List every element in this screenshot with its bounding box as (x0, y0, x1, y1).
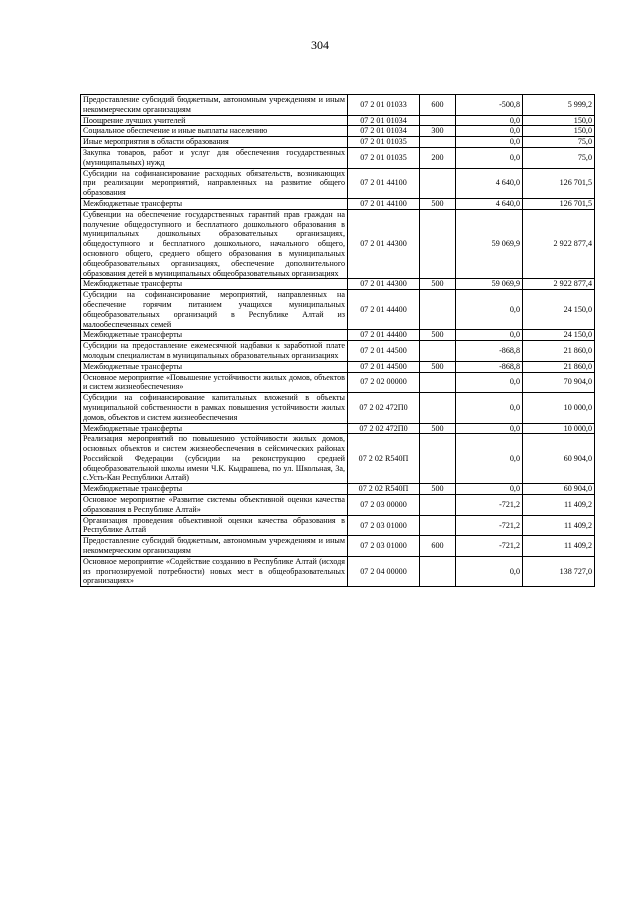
target-article-code: 07 2 02 472П0 (348, 423, 420, 434)
amount-total: 2 922 877,4 (523, 279, 595, 290)
amount-total: 126 701,5 (523, 168, 595, 198)
expense-type-code (420, 115, 456, 126)
expense-type-code: 200 (420, 147, 456, 168)
table-row (81, 147, 595, 168)
table-row (81, 536, 595, 557)
amount-change: 4 640,0 (456, 198, 523, 209)
amount-total: 11 409,2 (523, 515, 595, 536)
expenditure-name: Поощрение лучших учителей (81, 115, 348, 126)
table-row (81, 137, 595, 148)
page-number: 304 (311, 38, 329, 52)
amount-total: 24 150,0 (523, 290, 595, 330)
table-row (81, 198, 595, 209)
amount-change: 0,0 (456, 147, 523, 168)
target-article-code: 07 2 01 44300 (348, 209, 420, 279)
target-article-code: 07 2 01 01035 (348, 137, 420, 148)
target-article-code: 07 2 04 00000 (348, 556, 420, 586)
table-row (81, 330, 595, 341)
amount-change: 59 069,9 (456, 209, 523, 279)
amount-total: 60 904,0 (523, 484, 595, 495)
amount-total: 24 150,0 (523, 330, 595, 341)
table-row (81, 126, 595, 137)
target-article-code: 07 2 01 01033 (348, 95, 420, 116)
amount-change: 4 640,0 (456, 168, 523, 198)
expenditure-name: Межбюджетные трансферты (81, 198, 348, 209)
expenditure-name: Субсидии на софинансирование расходных обязательств, возникающих при реализации мероприятий, направленных на развитие общего образования (81, 168, 348, 198)
budget-table-body (81, 95, 595, 587)
budget-table (80, 94, 595, 587)
amount-change: -500,8 (456, 95, 523, 116)
expenditure-name: Основное мероприятие «Повышение устойчивости жилых домов, объектов и систем жизнеобеспечения» (81, 372, 348, 393)
amount-change: 0,0 (456, 115, 523, 126)
target-article-code: 07 2 02 R540П (348, 484, 420, 495)
amount-change: 0,0 (456, 556, 523, 586)
amount-change: 0,0 (456, 137, 523, 148)
target-article-code: 07 2 03 00000 (348, 495, 420, 516)
amount-change: 0,0 (456, 330, 523, 341)
expense-type-code: 600 (420, 536, 456, 557)
expense-type-code (420, 209, 456, 279)
table-row (81, 115, 595, 126)
target-article-code: 07 2 01 44300 (348, 279, 420, 290)
amount-total: 11 409,2 (523, 495, 595, 516)
amount-change: 0,0 (456, 484, 523, 495)
table-row (81, 290, 595, 330)
amount-total: 138 727,0 (523, 556, 595, 586)
table-row (81, 515, 595, 536)
target-article-code: 07 2 03 01000 (348, 515, 420, 536)
amount-change: -868,8 (456, 361, 523, 372)
expenditure-name: Социальное обеспечение и иные выплаты населению (81, 126, 348, 137)
table-row (81, 556, 595, 586)
expense-type-code (420, 495, 456, 516)
expense-type-code (420, 515, 456, 536)
expenditure-name: Реализация мероприятий по повышению устойчивости жилых домов, основных объектов и систем жизнеобеспечения в сейсмических районах Российской Федерации (субсидии на реконструкцию средней общеобразовательной школы имени Ч.К. Кыдрашева, по ул. Школьная, 3а, с.Усть-Кан Республики Алтай) (81, 434, 348, 484)
expenditure-name: Межбюджетные трансферты (81, 484, 348, 495)
table-row (81, 209, 595, 279)
expense-type-code: 500 (420, 330, 456, 341)
amount-change: 59 069,9 (456, 279, 523, 290)
table-row (81, 168, 595, 198)
expenditure-name: Межбюджетные трансферты (81, 361, 348, 372)
expense-type-code (420, 168, 456, 198)
expenditure-name: Межбюджетные трансферты (81, 423, 348, 434)
amount-change: -721,2 (456, 515, 523, 536)
amount-total: 75,0 (523, 137, 595, 148)
amount-total: 10 000,0 (523, 423, 595, 434)
expense-type-code: 500 (420, 484, 456, 495)
table-row (81, 95, 595, 116)
amount-total: 5 999,2 (523, 95, 595, 116)
expenditure-name: Субсидии на софинансирование мероприятий, направленных на обеспечение горячим питанием учащихся муниципальных общеобразовательных организаций в Республике Алтай из малообеспеченных семей (81, 290, 348, 330)
target-article-code: 07 2 01 44500 (348, 361, 420, 372)
expense-type-code (420, 393, 456, 423)
amount-total: 10 000,0 (523, 393, 595, 423)
table-row (81, 361, 595, 372)
expense-type-code: 600 (420, 95, 456, 116)
expense-type-code: 500 (420, 279, 456, 290)
amount-change: -868,8 (456, 341, 523, 362)
amount-total: 11 409,2 (523, 536, 595, 557)
expenditure-name: Организация проведения объективной оценки качества образования в Республике Алтай (81, 515, 348, 536)
amount-change: 0,0 (456, 423, 523, 434)
target-article-code: 07 2 01 01034 (348, 115, 420, 126)
amount-change: 0,0 (456, 372, 523, 393)
amount-change: -721,2 (456, 536, 523, 557)
expense-type-code: 500 (420, 423, 456, 434)
expenditure-name: Иные мероприятия в области образования (81, 137, 348, 148)
expenditure-name: Межбюджетные трансферты (81, 330, 348, 341)
expense-type-code: 500 (420, 198, 456, 209)
expenditure-name: Предоставление субсидий бюджетным, автономным учреждениям и иным некоммерческим организациям (81, 536, 348, 557)
target-article-code: 07 2 01 44400 (348, 330, 420, 341)
amount-change: -721,2 (456, 495, 523, 516)
amount-total: 126 701,5 (523, 198, 595, 209)
table-row (81, 495, 595, 516)
amount-total: 70 904,0 (523, 372, 595, 393)
amount-change: 0,0 (456, 126, 523, 137)
expenditure-name: Основное мероприятие «Развитие системы объективной оценки качества образования в Республике Алтай» (81, 495, 348, 516)
expense-type-code (420, 372, 456, 393)
target-article-code: 07 2 01 44500 (348, 341, 420, 362)
expenditure-name: Основное мероприятие «Содействие созданию в Республике Алтай (исходя из прогнозируемой потребности) новых мест в общеобразовательных организациях» (81, 556, 348, 586)
expense-type-code (420, 341, 456, 362)
target-article-code: 07 2 01 01034 (348, 126, 420, 137)
amount-change: 0,0 (456, 434, 523, 484)
table-row (81, 393, 595, 423)
expenditure-name: Межбюджетные трансферты (81, 279, 348, 290)
expense-type-code (420, 137, 456, 148)
target-article-code: 07 2 02 00000 (348, 372, 420, 393)
amount-total: 150,0 (523, 115, 595, 126)
target-article-code: 07 2 02 R540П (348, 434, 420, 484)
target-article-code: 07 2 02 472П0 (348, 393, 420, 423)
table-row (81, 423, 595, 434)
expense-type-code (420, 556, 456, 586)
expenditure-name: Субвенции на обеспечение государственных гарантий прав граждан на получение общедоступного и бесплатного дошкольного образования в муниципальных дошкольных образовательных организациях, общедоступного и бесплатного дошкольного, начального общего, основного общего, среднего общего образования в муниципальных общеобразовательных организациях, обеспечение дополнительного образования детей в муниципальных общеобразовательных организациях (81, 209, 348, 279)
expenditure-name: Субсидии на софинансирование капитальных вложений в объекты муниципальной собственности в рамках повышения устойчивости жилых домов, объектов и систем жизнеобеспечения (81, 393, 348, 423)
target-article-code: 07 2 01 44100 (348, 198, 420, 209)
amount-total: 21 860,0 (523, 361, 595, 372)
amount-total: 150,0 (523, 126, 595, 137)
expenditure-name: Предоставление субсидий бюджетным, автономным учреждениям и иным некоммерческим организациям (81, 95, 348, 116)
amount-change: 0,0 (456, 393, 523, 423)
expenditure-name: Субсидии на предоставление ежемесячной надбавки к заработной плате молодым специалистам в муниципальных образовательных организациях (81, 341, 348, 362)
table-row (81, 434, 595, 484)
expense-type-code: 300 (420, 126, 456, 137)
table-row (81, 484, 595, 495)
expenditure-name: Закупка товаров, работ и услуг для обеспечения государственных (муниципальных) нужд (81, 147, 348, 168)
amount-total: 60 904,0 (523, 434, 595, 484)
expense-type-code: 500 (420, 361, 456, 372)
expense-type-code (420, 434, 456, 484)
table-row (81, 341, 595, 362)
expense-type-code (420, 290, 456, 330)
table-row (81, 279, 595, 290)
target-article-code: 07 2 03 01000 (348, 536, 420, 557)
table-row (81, 372, 595, 393)
amount-total: 75,0 (523, 147, 595, 168)
amount-change: 0,0 (456, 290, 523, 330)
amount-total: 21 860,0 (523, 341, 595, 362)
target-article-code: 07 2 01 44100 (348, 168, 420, 198)
target-article-code: 07 2 01 01035 (348, 147, 420, 168)
amount-total: 2 922 877,4 (523, 209, 595, 279)
target-article-code: 07 2 01 44400 (348, 290, 420, 330)
